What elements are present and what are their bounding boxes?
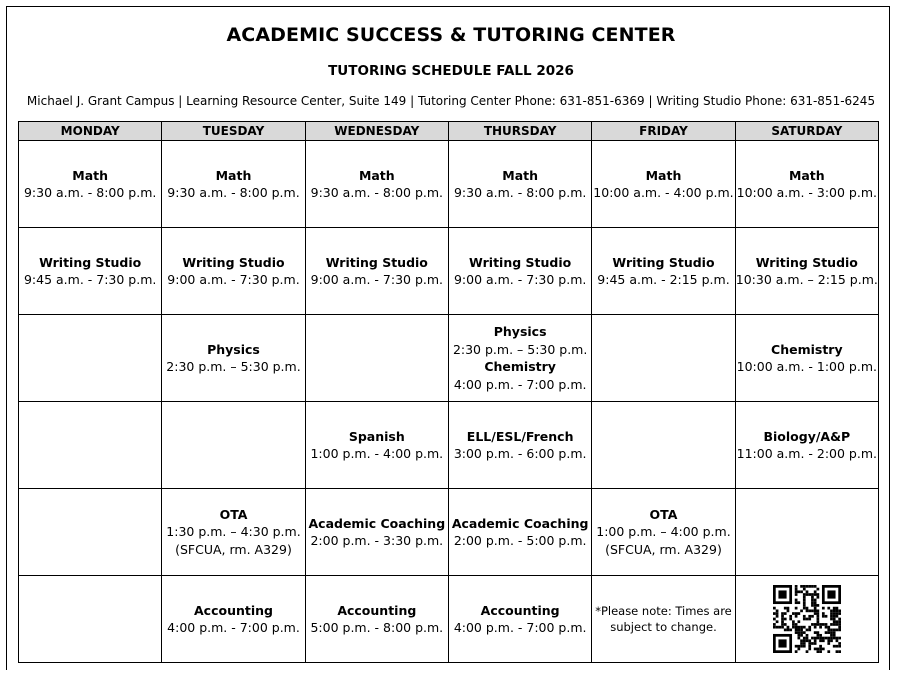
schedule-row [19,402,879,489]
schedule-cell [162,576,305,663]
subject-name: Writing Studio [612,254,715,270]
session-time: 9:30 a.m. - 8:00 p.m. [23,185,157,200]
session-time: 10:00 a.m. - 3:00 p.m. [736,185,877,200]
schedule-cell [448,228,591,315]
schedule-cell [19,228,162,315]
schedule-cell [305,402,448,489]
schedule-cell [162,228,305,315]
schedule-cell [448,402,591,489]
session-time: 10:00 a.m. - 1:00 p.m. [736,359,877,374]
session-time: 5:00 p.m. - 8:00 p.m. [310,620,444,635]
subject-name: Physics [493,324,547,339]
schedule-cell [592,228,735,315]
schedule-cell [448,141,591,228]
subject-name: Writing Studio [755,254,858,270]
subject-name: Chemistry [771,341,843,357]
schedule-cell [735,315,878,402]
schedule-cell [162,315,305,402]
schedule-cell [592,402,735,489]
subject-name: Accounting [193,602,273,618]
schedule-cell [592,576,735,663]
subject-name: Math [645,167,682,183]
subject-name: Writing Studio [39,254,142,270]
schedule-note: *Please note: Times are subject to change. [595,604,732,634]
schedule-row [19,315,879,402]
schedule-cell [735,576,878,663]
session-time: 9:00 a.m. - 7:30 p.m. [310,272,444,287]
session-time: 11:00 a.m. - 2:00 p.m. [736,446,877,461]
subject-name: Academic Coaching [308,515,446,531]
qr-code-icon [773,585,841,653]
schedule-cell [162,489,305,576]
schedule-cell [162,141,305,228]
schedule-cell [19,576,162,663]
session-time: 1:00 p.m. - 4:00 p.m. [310,446,444,461]
schedule-cell [19,315,162,402]
session-time: 2:00 p.m. - 5:00 p.m. [453,533,587,548]
schedule-cell [735,228,878,315]
subject-name: Physics [207,341,260,357]
session-time: 9:00 a.m. - 7:30 p.m. [167,272,300,287]
day-header: WEDNESDAY [305,122,448,141]
day-header: FRIDAY [592,122,735,141]
session-time: 9:45 a.m. - 2:15 p.m. [597,272,730,287]
subject-name: Biology/A&P [763,428,851,444]
day-header-row [19,122,879,141]
subject-name: Math [788,167,825,183]
schedule-cell [19,402,162,489]
session-time: 1:30 p.m. – 4:30 p.m. [166,524,301,540]
subject-name: Academic Coaching [451,515,589,531]
schedule-cell [305,141,448,228]
schedule-row [19,228,879,315]
schedule-cell [19,141,162,228]
schedule-cell [448,576,591,663]
day-header: SATURDAY [735,122,878,141]
subject-name: Spanish [348,428,405,444]
subject-name: Math [215,167,252,183]
schedule-cell [448,315,591,402]
subject-name: OTA [649,506,678,522]
schedule-cell [735,489,878,576]
session-time: 10:30 a.m. – 2:15 p.m. [735,272,878,287]
session-time: 2:30 p.m. – 5:30 p.m. [452,341,588,357]
session-time: 10:00 a.m. - 4:00 p.m. [593,185,734,200]
subject-name: Math [502,167,539,183]
schedule-cell [305,315,448,402]
session-time: 2:30 p.m. – 5:30 p.m. [166,359,301,374]
schedule-cell [305,228,448,315]
session-time: 9:00 a.m. - 7:30 p.m. [453,272,587,287]
day-header: TUESDAY [162,122,305,141]
day-header: MONDAY [19,122,162,141]
session-time: 9:45 a.m. - 7:30 p.m. [23,272,157,287]
subject-name: OTA [219,506,248,522]
schedule-cell [735,402,878,489]
contact-info-line: Michael J. Grant Campus | Learning Resource Center, Suite 149 | Tutoring Center Phone: 631-851-6369 | Writing Studio Phone: 631-851-6245 [26,94,876,108]
schedule-cell [735,141,878,228]
schedule-row [19,141,879,228]
schedule-row [19,489,879,576]
schedule-body [19,141,879,663]
schedule-cell [162,402,305,489]
page-title: ACADEMIC SUCCESS & TUTORING CENTER [226,24,676,46]
schedule-cell [592,141,735,228]
session-time: 9:30 a.m. - 8:00 p.m. [453,185,587,200]
schedule-cell [19,489,162,576]
session-time: 1:00 p.m. – 4:00 p.m. [596,524,731,540]
session-time: 4:00 p.m. - 7:00 p.m. [453,376,587,392]
day-header: THURSDAY [448,122,591,141]
subject-name: Chemistry [484,359,556,374]
session-time: 3:00 p.m. - 6:00 p.m. [453,446,587,461]
subject-name: ELL/ESL/French [466,428,574,444]
schedule-cell [305,576,448,663]
session-time: 4:00 p.m. - 7:00 p.m. [453,620,587,635]
location-note: (SFCUA, rm. A329) [605,541,722,557]
schedule-cell [305,489,448,576]
location-note: (SFCUA, rm. A329) [175,541,292,557]
session-time: 4:00 p.m. - 7:00 p.m. [167,620,300,635]
subject-name: Math [358,167,395,183]
schedule-cell [592,489,735,576]
subject-name: Writing Studio [325,254,428,270]
schedule-cell [592,315,735,402]
subject-name: Math [72,167,109,183]
page-subtitle: TUTORING SCHEDULE FALL 2026 [328,63,574,79]
schedule-cell [448,489,591,576]
subject-name: Writing Studio [469,254,572,270]
subject-name: Writing Studio [182,254,285,270]
session-time: 9:30 a.m. - 8:00 p.m. [167,185,300,200]
subject-name: Accounting [337,602,417,618]
session-time: 9:30 a.m. - 8:00 p.m. [310,185,444,200]
session-time: 2:00 p.m. - 3:30 p.m. [310,533,444,548]
schedule-table [18,121,879,663]
subject-name: Accounting [480,602,560,618]
schedule-row [19,576,879,663]
